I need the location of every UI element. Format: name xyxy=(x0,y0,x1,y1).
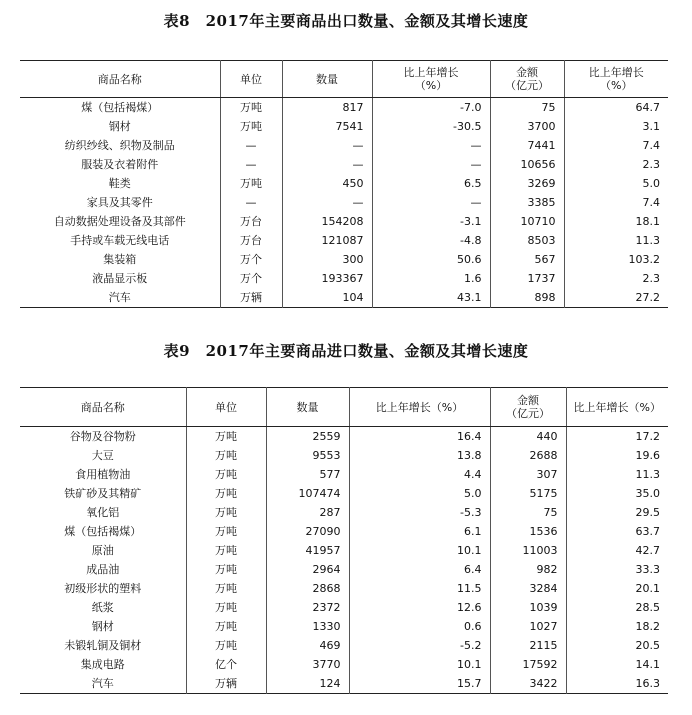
table-cell: 汽车 xyxy=(108,291,131,304)
table-cell: 万台 xyxy=(220,231,282,250)
table-cell: 17592 xyxy=(490,655,566,674)
table-cell: 13.8 xyxy=(349,446,490,465)
table-cell: 万吨 xyxy=(186,446,266,465)
table-cell: 3269 xyxy=(490,174,564,193)
table-cell: 440 xyxy=(490,427,566,447)
table-cell: 10656 xyxy=(490,155,564,174)
table-cell: 3284 xyxy=(490,579,566,598)
table-cell: 41957 xyxy=(266,541,349,560)
table-row xyxy=(20,465,668,484)
table-cell: 12.6 xyxy=(349,598,490,617)
table-cell: 14.1 xyxy=(566,655,668,674)
table-cell: 0.6 xyxy=(349,617,490,636)
table-cell: 1536 xyxy=(490,522,566,541)
table-cell: 4.4 xyxy=(349,465,490,484)
table-cell: 氧化铝 xyxy=(86,506,120,519)
table-cell: 自动数据处理设备及其部件 xyxy=(53,215,186,228)
table-cell: 15.7 xyxy=(349,674,490,694)
table-cell: -30.5 xyxy=(372,117,490,136)
table-cell: 万吨 xyxy=(186,465,266,484)
table-row xyxy=(20,269,668,288)
table-cell: 万吨 xyxy=(186,522,266,541)
table-cell: 鞋类 xyxy=(108,177,131,190)
table-cell: 567 xyxy=(490,250,564,269)
table-row xyxy=(20,617,668,636)
table-row xyxy=(20,117,668,136)
table-cell: 50.6 xyxy=(372,250,490,269)
import-table-header xyxy=(20,388,668,427)
table8-title: 表8 2017年主要商品出口数量、金额及其增长速度 xyxy=(163,12,529,30)
table-cell: 29.5 xyxy=(566,503,668,522)
table-cell: 42.7 xyxy=(566,541,668,560)
table-cell: 万吨 xyxy=(186,560,266,579)
table-cell: 1.6 xyxy=(372,269,490,288)
table-cell: 液晶显示板 xyxy=(92,272,148,285)
table-row xyxy=(20,522,668,541)
table-cell: 万吨 xyxy=(220,98,282,118)
table-cell: 27090 xyxy=(266,522,349,541)
table-row xyxy=(20,193,668,212)
export-table-header xyxy=(20,61,668,98)
table-cell: 家具及其零件 xyxy=(86,196,153,209)
table-cell: 16.3 xyxy=(566,674,668,694)
table-cell: 2.3 xyxy=(564,269,668,288)
table-cell: 300 xyxy=(282,250,372,269)
table-cell: 103.2 xyxy=(564,250,668,269)
table-cell: 287 xyxy=(266,503,349,522)
table-cell: 18.2 xyxy=(566,617,668,636)
table-cell: 16.4 xyxy=(349,427,490,447)
table-cell: 谷物及谷物粉 xyxy=(69,430,136,443)
table-cell: 钢材 xyxy=(91,620,114,633)
table-row xyxy=(20,541,668,560)
table-row xyxy=(20,636,668,655)
table-row xyxy=(20,484,668,503)
table9-title: 表9 2017年主要商品进口数量、金额及其增长速度 xyxy=(163,342,529,360)
table-cell: 万吨 xyxy=(186,579,266,598)
column-header: 数量 xyxy=(266,388,349,427)
table-cell: 450 xyxy=(282,174,372,193)
table-cell: 817 xyxy=(282,98,372,118)
export-table-body xyxy=(20,98,668,308)
table-cell: 万吨 xyxy=(220,117,282,136)
column-header: 金额 （亿元） xyxy=(490,61,564,98)
table-row xyxy=(20,503,668,522)
table-cell: 铁矿砂及其精矿 xyxy=(64,487,142,500)
table-cell: 5175 xyxy=(490,484,566,503)
table-cell: -4.8 xyxy=(372,231,490,250)
table-row xyxy=(20,155,668,174)
table-cell: 75 xyxy=(490,503,566,522)
table-row xyxy=(20,98,668,118)
table-cell: 万辆 xyxy=(186,674,266,694)
table-cell: — xyxy=(220,155,282,174)
table-cell: 万吨 xyxy=(186,636,266,655)
table-cell: 193367 xyxy=(282,269,372,288)
table-row xyxy=(20,446,668,465)
table-cell: 未锻轧铜及铜材 xyxy=(64,639,142,652)
table-cell: 2688 xyxy=(490,446,566,465)
table-cell: 纺织纱线、织物及制品 xyxy=(64,139,175,152)
table-cell: 982 xyxy=(490,560,566,579)
table-cell: 万个 xyxy=(220,269,282,288)
table-cell: — xyxy=(282,136,372,155)
column-header: 单位 xyxy=(186,388,266,427)
table-cell: 成品油 xyxy=(86,563,120,576)
table-cell: 5.0 xyxy=(349,484,490,503)
import-table-body xyxy=(20,427,668,694)
table-row xyxy=(20,655,668,674)
table-cell: — xyxy=(282,155,372,174)
table-cell: 万吨 xyxy=(186,503,266,522)
table-cell: 万台 xyxy=(220,212,282,231)
table-cell: 2868 xyxy=(266,579,349,598)
export-table xyxy=(20,60,668,308)
table-cell: — xyxy=(220,193,282,212)
table-cell: 万吨 xyxy=(186,598,266,617)
table-cell: -5.3 xyxy=(349,503,490,522)
table-cell: 469 xyxy=(266,636,349,655)
table-cell: 亿个 xyxy=(186,655,266,674)
table-cell: 3700 xyxy=(490,117,564,136)
import-table xyxy=(20,387,668,694)
table-cell: -3.1 xyxy=(372,212,490,231)
table-cell: 104 xyxy=(282,288,372,308)
column-header: 比上年增长 （%） xyxy=(372,61,490,98)
column-header: 金额 （亿元） xyxy=(490,388,566,427)
table-cell: 63.7 xyxy=(566,522,668,541)
table-row xyxy=(20,250,668,269)
table-cell: 11003 xyxy=(490,541,566,560)
table-cell: 煤（包括褐煤） xyxy=(81,101,159,114)
table-cell: 898 xyxy=(490,288,564,308)
table-cell: 10.1 xyxy=(349,541,490,560)
table-cell: 2964 xyxy=(266,560,349,579)
table-row xyxy=(20,674,668,694)
table-cell: — xyxy=(372,193,490,212)
table-cell: 20.5 xyxy=(566,636,668,655)
table-cell: 汽车 xyxy=(91,677,114,690)
table-cell: 2.3 xyxy=(564,155,668,174)
table-cell: 11.5 xyxy=(349,579,490,598)
table-cell: — xyxy=(282,193,372,212)
table-cell: 服装及衣着附件 xyxy=(81,158,159,171)
table-cell: 7.4 xyxy=(564,193,668,212)
table-cell: 1330 xyxy=(266,617,349,636)
table-cell: 万吨 xyxy=(186,541,266,560)
table-cell: 初级形状的塑料 xyxy=(64,582,142,595)
table-cell: 7441 xyxy=(490,136,564,155)
table-cell: 10710 xyxy=(490,212,564,231)
table-row xyxy=(20,136,668,155)
table-cell: 43.1 xyxy=(372,288,490,308)
table-cell: 万吨 xyxy=(186,427,266,447)
table-cell: 10.1 xyxy=(349,655,490,674)
table-cell: 75 xyxy=(490,98,564,118)
table-cell: -5.2 xyxy=(349,636,490,655)
table-cell: — xyxy=(220,136,282,155)
table-cell: 28.5 xyxy=(566,598,668,617)
column-header: 数量 xyxy=(282,61,372,98)
table-row xyxy=(20,288,668,308)
table-cell: 万辆 xyxy=(220,288,282,308)
table-cell: 27.2 xyxy=(564,288,668,308)
table-cell: 154208 xyxy=(282,212,372,231)
table-row xyxy=(20,231,668,250)
table-cell: 35.0 xyxy=(566,484,668,503)
table-cell: 大豆 xyxy=(91,449,114,462)
table-cell: 6.5 xyxy=(372,174,490,193)
table-cell: — xyxy=(372,136,490,155)
table-cell: 20.1 xyxy=(566,579,668,598)
table-cell: 2372 xyxy=(266,598,349,617)
table-row xyxy=(20,579,668,598)
table-cell: 18.1 xyxy=(564,212,668,231)
table-cell: 3770 xyxy=(266,655,349,674)
table-cell: -7.0 xyxy=(372,98,490,118)
table-cell: 1027 xyxy=(490,617,566,636)
table-cell: 33.3 xyxy=(566,560,668,579)
table-cell: 307 xyxy=(490,465,566,484)
column-header: 商品名称 xyxy=(20,61,220,98)
table-cell: 万吨 xyxy=(186,484,266,503)
table-cell: 万个 xyxy=(220,250,282,269)
column-header: 比上年增长 （%） xyxy=(564,61,668,98)
table-cell: 64.7 xyxy=(564,98,668,118)
table-cell: 11.3 xyxy=(566,465,668,484)
table-row xyxy=(20,427,668,447)
table-cell: 9553 xyxy=(266,446,349,465)
table-cell: — xyxy=(372,155,490,174)
table-cell: 万吨 xyxy=(186,617,266,636)
table-cell: 纸浆 xyxy=(91,601,114,614)
table-cell: 6.1 xyxy=(349,522,490,541)
table-cell: 8503 xyxy=(490,231,564,250)
table-cell: 2559 xyxy=(266,427,349,447)
table-cell: 121087 xyxy=(282,231,372,250)
column-header: 单位 xyxy=(220,61,282,98)
table-cell: 万吨 xyxy=(220,174,282,193)
table-cell: 集装箱 xyxy=(103,253,137,266)
table-cell: 124 xyxy=(266,674,349,694)
table-cell: 7541 xyxy=(282,117,372,136)
table-cell: 食用植物油 xyxy=(75,468,131,481)
column-header: 比上年增长（%） xyxy=(566,388,668,427)
table-row xyxy=(20,174,668,193)
table-cell: 原油 xyxy=(91,544,114,557)
table-cell: 钢材 xyxy=(108,120,131,133)
column-header: 比上年增长（%） xyxy=(349,388,490,427)
table-cell: 11.3 xyxy=(564,231,668,250)
table-row xyxy=(20,212,668,231)
table-cell: 5.0 xyxy=(564,174,668,193)
table-cell: 煤（包括褐煤） xyxy=(64,525,142,538)
table-cell: 3.1 xyxy=(564,117,668,136)
table-cell: 19.6 xyxy=(566,446,668,465)
table-cell: 2115 xyxy=(490,636,566,655)
table-cell: 3422 xyxy=(490,674,566,694)
table-cell: 577 xyxy=(266,465,349,484)
table-cell: 6.4 xyxy=(349,560,490,579)
column-header: 商品名称 xyxy=(20,388,186,427)
table-cell: 集成电路 xyxy=(80,658,125,671)
table-cell: 1737 xyxy=(490,269,564,288)
table-row xyxy=(20,598,668,617)
table-cell: 7.4 xyxy=(564,136,668,155)
table-row xyxy=(20,560,668,579)
table-cell: 1039 xyxy=(490,598,566,617)
table-cell: 17.2 xyxy=(566,427,668,447)
table-cell: 3385 xyxy=(490,193,564,212)
table-cell: 手持或车载无线电话 xyxy=(70,234,170,247)
table-cell: 107474 xyxy=(266,484,349,503)
